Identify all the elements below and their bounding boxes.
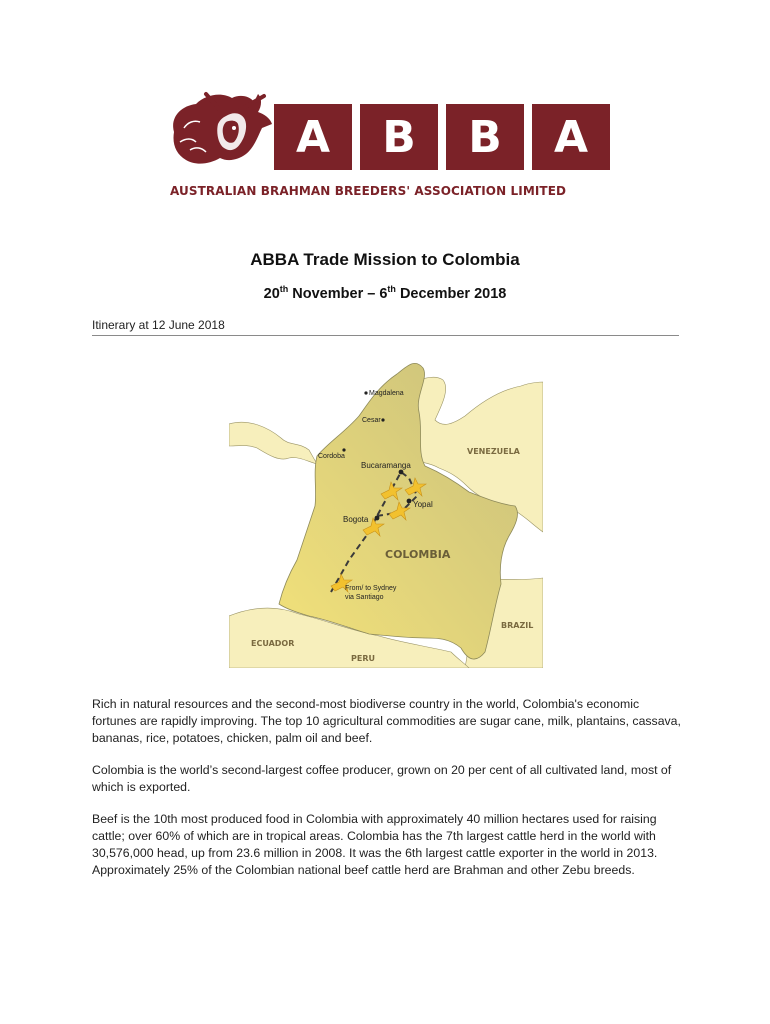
city-label-bogota: Bogota (343, 515, 369, 524)
mission-dates (0, 286, 770, 302)
header-divider (92, 335, 679, 336)
country-label-peru: PERU (351, 654, 375, 663)
bogota-marker (375, 516, 380, 521)
end-month-year: December 2018 (395, 286, 507, 302)
logo-letter-b-2: B (446, 104, 524, 170)
start-day: 20 (263, 286, 280, 302)
document-title: ABBA Trade Mission to Colombia (250, 250, 520, 269)
paragraph-coffee: Colombia is the world’s second-largest coffee producer, grown on 20 per cent of all cultivated land, most of which is exported. (92, 763, 672, 794)
paragraph-natural-resources: Rich in natural resources and the second-most biodiverse country in the world, Colombia's economic fortunes are rapidly improving. The top 10 agricultural commodities are sugar cane, milk, plantains, cassava, bananas, rice, potatoes, chicken, palm oil and beef. (92, 697, 681, 745)
cesar-marker (381, 418, 384, 421)
country-label-ecuador: ECUADOR (251, 639, 295, 648)
logo-letter-b-1: B (360, 104, 438, 170)
city-label-cesar: Cesar (362, 417, 381, 424)
route-note-line1: From/ to Sydney (345, 585, 397, 592)
paragraph-beef (92, 811, 684, 879)
city-label-cordoba: Cordoba (318, 453, 345, 460)
start-month: November – (288, 286, 380, 302)
end-day-suffix: th (387, 284, 396, 294)
start-day-suffix: th (279, 284, 289, 294)
logo-letter-a-1: A (274, 104, 352, 170)
city-label-yopal: Yopal (413, 500, 433, 509)
country-label-brazil: BRAZIL (501, 621, 534, 630)
colombia-route-map (229, 346, 543, 668)
paragraph-beef-main: Beef is the 10th most produced food in Colombia with approximately 40 million hectares used for raising cattle; over 60% of which are in tropical areas. Colombia has the 7th largest cattle herd in the world with 30,576,000 head, up from 23.6 million in 2008. It was the 6th largest cattle exporter in the world in 2013. (92, 812, 658, 860)
country-label-venezuela: VENEZUELA (467, 447, 520, 456)
city-label-magdalena: Magdalena (369, 390, 404, 397)
brahman-bull-icon (166, 88, 276, 174)
itinerary-date: Itinerary at 12 June 2018 (92, 318, 225, 332)
yopal-marker (407, 499, 412, 504)
country-label-colombia: COLOMBIA (385, 548, 451, 561)
bucaramanga-marker (399, 470, 404, 475)
end-day: 6 (379, 286, 388, 302)
logo-letter-a-2: A (532, 104, 610, 170)
magdalena-marker (364, 391, 367, 394)
route-note-line2: via Santiago (345, 594, 384, 601)
abba-logo (166, 88, 610, 204)
cordoba-marker (342, 448, 345, 451)
logo-tagline: AUSTRALIAN BRAHMAN BREEDERS' ASSOCIATION LIMITED (170, 184, 567, 198)
paragraph-brahman-share: Approximately 25% of the Colombian national beef cattle herd are Brahman and other Zebu breeds. (92, 863, 635, 877)
city-label-bucaramanga: Bucaramanga (361, 461, 411, 470)
